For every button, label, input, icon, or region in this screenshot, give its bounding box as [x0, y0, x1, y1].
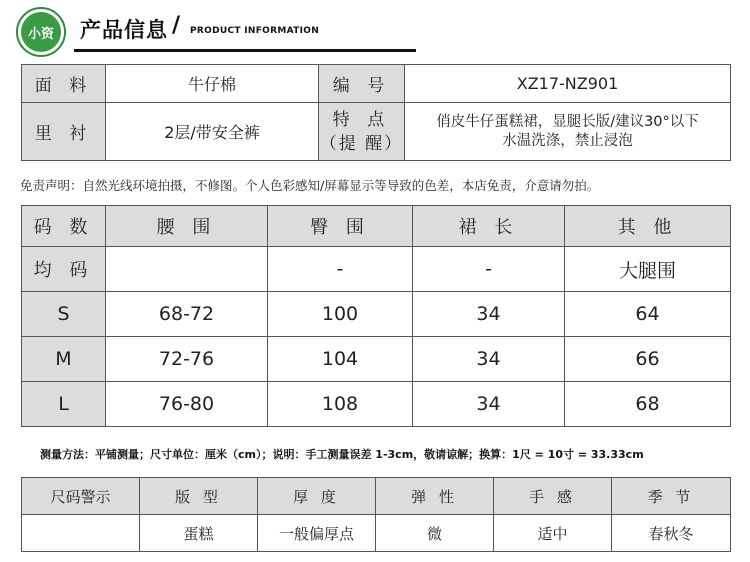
title-underline — [74, 49, 416, 52]
lining-value: 2层/带安全裤 — [106, 103, 319, 161]
header-size-warning: 尺码警示 — [22, 478, 140, 515]
size-table-header — [22, 206, 731, 247]
attribute-header-row — [22, 478, 731, 515]
size-table — [21, 205, 731, 427]
length-cell: - — [413, 247, 565, 292]
disclaimer-text: 免责声明：自然光线环境拍摄，不修图。个人色彩感知/屏幕显示等导致的色差，本店免责，介意请勿拍。 — [20, 178, 600, 193]
size-cell: 均 码 — [22, 247, 106, 292]
fabric-label: 面 料 — [22, 65, 106, 103]
size-cell: L — [22, 382, 106, 427]
page-title-english: PRODUCT INFORMATION — [190, 26, 320, 36]
feature-label-line-2: （提 醒） — [319, 133, 404, 154]
code-label: 编 号 — [319, 65, 405, 103]
size-cell: M — [22, 337, 106, 382]
thickness-value: 一般偏厚点 — [258, 515, 376, 552]
table-row — [22, 292, 731, 337]
other-cell: 大腿围 — [565, 247, 731, 292]
hip-cell: - — [268, 247, 413, 292]
waist-cell: 72-76 — [106, 337, 268, 382]
attribute-value-row — [22, 515, 731, 552]
header-season: 季 节 — [612, 478, 731, 515]
feature-value — [405, 103, 731, 161]
header-fit: 版 型 — [140, 478, 258, 515]
header-size: 码 数 — [22, 206, 106, 247]
feature-label — [319, 103, 405, 161]
fabric-value: 牛仔棉 — [106, 65, 319, 103]
size-cell: S — [22, 292, 106, 337]
length-cell: 34 — [413, 337, 565, 382]
feature-label-line-1: 特 点 — [332, 109, 391, 130]
other-cell: 68 — [565, 382, 731, 427]
product-info-table — [21, 64, 731, 161]
header-length: 裙 长 — [413, 206, 565, 247]
header-hip: 臀 围 — [268, 206, 413, 247]
page-title: 产品信息 — [80, 18, 168, 42]
info-row — [22, 65, 731, 103]
season-value: 春秋冬 — [612, 515, 731, 552]
logo-text: 小资 — [21, 12, 61, 52]
other-cell: 66 — [565, 337, 731, 382]
elasticity-value: 微 — [376, 515, 494, 552]
measurement-note: 测量方法：平铺测量；尺寸单位：厘米（cm）；说明：手工测量误差 1-3cm，敬请谅解；换算：1尺 = 10寸 = 33.33cm — [40, 448, 644, 461]
feature-value-line-2: 水温洗涤，禁止浸泡 — [502, 132, 633, 149]
header-feel: 手 感 — [494, 478, 612, 515]
lining-label: 里 衬 — [22, 103, 106, 161]
table-row — [22, 337, 731, 382]
header-thickness: 厚 度 — [258, 478, 376, 515]
waist-cell: 76-80 — [106, 382, 268, 427]
waist-cell — [106, 247, 268, 292]
length-cell: 34 — [413, 382, 565, 427]
feel-value: 适中 — [494, 515, 612, 552]
title-slash: / — [172, 13, 181, 38]
hip-cell: 108 — [268, 382, 413, 427]
size-warning-value — [22, 515, 140, 552]
other-cell: 64 — [565, 292, 731, 337]
code-value: XZ17-NZ901 — [405, 65, 731, 103]
hip-cell: 104 — [268, 337, 413, 382]
info-row — [22, 103, 731, 161]
length-cell: 34 — [413, 292, 565, 337]
brand-logo — [16, 7, 66, 57]
table-row — [22, 247, 731, 292]
header-waist: 腰 围 — [106, 206, 268, 247]
attribute-table — [21, 477, 731, 552]
table-row — [22, 382, 731, 427]
waist-cell: 68-72 — [106, 292, 268, 337]
feature-value-line-1: 俏皮牛仔蛋糕裙，显腿长版/建议30°以下 — [436, 113, 699, 130]
header-other: 其 他 — [565, 206, 731, 247]
hip-cell: 100 — [268, 292, 413, 337]
header-elasticity: 弹 性 — [376, 478, 494, 515]
fit-value: 蛋糕 — [140, 515, 258, 552]
